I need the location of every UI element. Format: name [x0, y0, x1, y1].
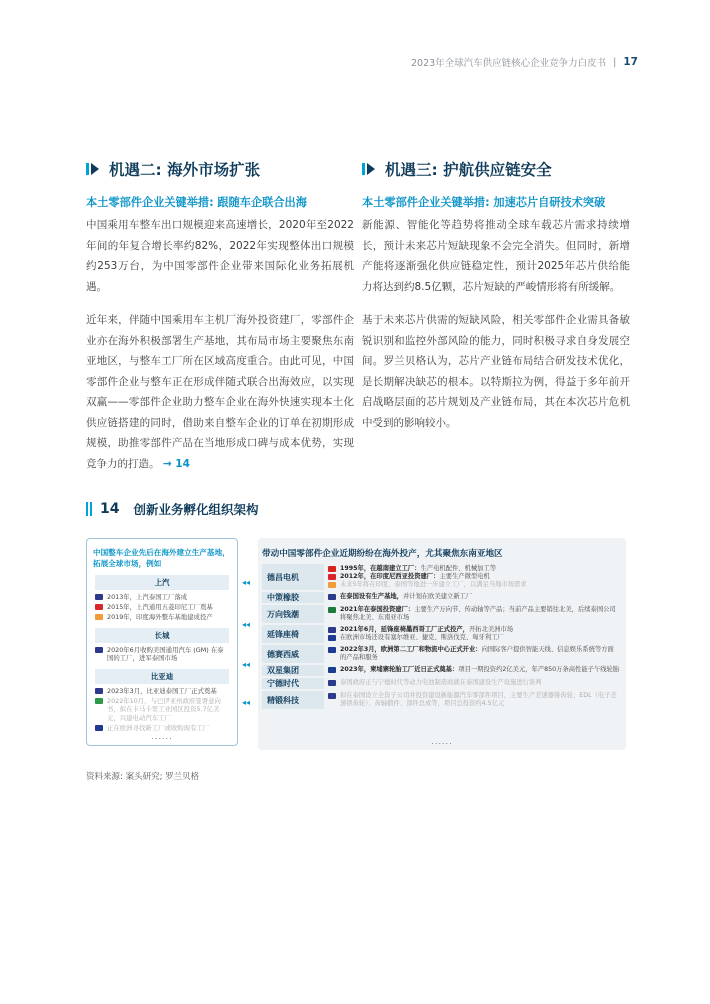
supplier-row [262, 605, 620, 623]
figure-diagram [86, 538, 626, 750]
company-name: 德昌电机 [262, 564, 324, 590]
event-text [340, 581, 527, 589]
company-events [324, 564, 620, 590]
event-text [340, 679, 542, 687]
oem-event-text: 2015年，上汽通用五菱印尼工厂奠基 [107, 603, 213, 611]
company-name: 万向钱潮 [262, 605, 324, 623]
event-highlight: 在泰国设有生产基地， [340, 593, 403, 600]
supplier-row [262, 678, 620, 689]
more-indicator: ...... [431, 737, 453, 746]
event-detail: 向国际客户提供智能天线、信息娱乐系统等方面的产品和服务 [340, 646, 614, 661]
event-text [340, 606, 620, 622]
event-highlight: 2023年，柬埔寨轮胎工厂近日正式奠基： [340, 666, 459, 673]
figure-title-text: 创新业务孵化组织架构 [133, 502, 259, 517]
event-line [328, 666, 620, 674]
event-highlight: 2021年6月，延锋座椅墨西哥工厂正式投产， [340, 626, 469, 633]
flag-br-icon [95, 698, 103, 704]
arrow-icon: ◂◂ [242, 578, 251, 587]
event-highlight: 2022年3月，欧洲第二工厂和物流中心正式开业： [340, 646, 482, 653]
header-separator: | [613, 56, 617, 68]
company-name: 延锋座椅 [262, 625, 324, 643]
company-name: 双星集团 [262, 665, 324, 676]
flag-th-icon [328, 594, 336, 600]
flag-th-icon [95, 647, 103, 653]
flag-th-icon [328, 680, 336, 686]
event-detail: 生产电机配件、机械加工等 [420, 565, 497, 572]
flag-th-icon [328, 627, 336, 633]
company-name: 德赛西威 [262, 645, 324, 663]
section-title-text: 机遇三: 护航供应链安全 [385, 161, 552, 179]
event-highlight: 2021年在泰国投资建厂： [340, 606, 415, 613]
oem-event [95, 603, 229, 612]
supplier-row [262, 665, 620, 676]
event-text [340, 634, 504, 642]
figure-bars-icon [86, 502, 94, 516]
paragraph: 新能源、智能化等趋势将推动全球车载芯片需求持续增长，预计未来芯片短缺现象不会完全消失。但同时，新增产能将逐渐强化供应链稳定性，预计2025年芯片供给能力将达到约8.5亿颗，芯片短缺的严峻情形将有所缓解。 [362, 219, 630, 293]
oem-name: 比亚迪 [95, 669, 229, 684]
section-title [86, 158, 354, 180]
section-subtitle: 本土零部件企业关键举措: 加速芯片自研技术突破 [362, 196, 606, 209]
event-text [340, 666, 619, 674]
event-text [340, 626, 513, 634]
event-text [340, 692, 620, 708]
event-text [340, 573, 490, 581]
event-line [328, 634, 620, 642]
oem-event-text: 2013年，上汽泰国工厂落成 [107, 593, 188, 601]
oem-name: 上汽 [95, 575, 229, 590]
event-detail: 拟在泰国设立全资子公司并投资建设新能源汽车零部件项目，主要生产差速器锥齿轮、EDL（电子差速锁齿轮）、齿轴锻件、部件总成等，项目总投资约4.5亿元 [340, 692, 617, 707]
report-title: 2023年全球汽车供应链核心企业竞争力白皮书 [410, 58, 607, 69]
event-line [328, 565, 620, 573]
company-name: 宁德时代 [262, 678, 324, 689]
supplier-row [262, 645, 620, 663]
source-note: 资料来源: 案头研究; 罗兰贝格 [86, 772, 200, 782]
event-line [328, 581, 620, 589]
flag-th-icon [328, 693, 336, 699]
event-detail: 在欧洲市场还设有塞尔维亚、捷克、斯洛伐克、匈牙利工厂 [340, 634, 504, 641]
section-marker-icon [86, 162, 100, 176]
section-marker-icon [362, 162, 376, 176]
event-line [328, 692, 620, 708]
oem-event-text: 正在欧洲寻找新工厂或收购现有工厂 [107, 723, 210, 732]
event-line [328, 606, 620, 622]
arrow-icon: ◂◂ [242, 660, 251, 669]
page-header [411, 55, 638, 69]
company-events [324, 605, 620, 623]
figure-number: 14 [100, 501, 120, 517]
section-title-text: 机遇二: 海外市场扩张 [109, 161, 261, 179]
oem-event [95, 593, 229, 602]
oem-groups [87, 575, 237, 732]
company-events [324, 592, 620, 603]
section-opportunity-2 [86, 158, 354, 487]
flag-eu-icon [328, 635, 336, 641]
oem-event [95, 724, 229, 733]
flag-vn-icon [328, 566, 336, 572]
event-line [328, 646, 620, 662]
oem-event [95, 687, 229, 696]
flag-eu-icon [328, 647, 336, 653]
company-name: 中策橡胶 [262, 592, 324, 603]
company-events [324, 645, 620, 663]
flag-id-icon [328, 574, 336, 580]
page-number: 17 [623, 56, 638, 68]
oem-event [95, 613, 229, 622]
figure-reference-link[interactable]: → 14 [162, 457, 190, 470]
paragraph: 基于未来芯片供需的短缺风险，相关零部件企业需具备敏锐识别和监控外部风险的能力，同时积极寻求自身发展空间。罗兰贝格认为，芯片产业链布局结合研发技术优化，是长期解决缺芯的根本。以特斯拉为例，得益于多年前开启战略层面的芯片规划及产业链布局，其在本次芯片危机中受到的影响较小。 [362, 314, 630, 429]
arrow-icon: ◂◂ [242, 620, 251, 629]
event-detail: 泰国政府正与宁德时代等动力电池制造商就在泰国建设生产设施进行谈判 [340, 679, 542, 686]
supplier-panel [258, 538, 626, 750]
company-events [324, 665, 620, 676]
flag-in-icon [328, 582, 336, 588]
supplier-row [262, 625, 620, 643]
company-name: 精锻科技 [262, 691, 324, 709]
oem-group [95, 628, 229, 663]
flag-th-icon [95, 594, 103, 600]
figure-title [86, 500, 259, 518]
oem-event [95, 646, 229, 663]
flag-eu-icon [95, 725, 103, 731]
oem-event-text: 2019年，印度海外整车基地建成投产 [107, 613, 213, 621]
company-events [324, 691, 620, 709]
supplier-row [262, 691, 620, 709]
arrow-icon: ◂◂ [242, 698, 251, 707]
event-detail: 未来5年将在印度、泰国等地进一步建立工厂，以满足当地市场需求 [340, 581, 527, 588]
company-events [324, 625, 620, 643]
event-text [340, 565, 496, 573]
oem-name: 长城 [95, 628, 229, 643]
supplier-rows [262, 564, 620, 711]
event-highlight: 2012年，在印度尼西亚投资建厂： [340, 573, 440, 580]
oem-event-text: 2020年6月收购美国通用汽车 (GM) 在泰国的工厂，进军泰国市场 [107, 645, 224, 662]
event-text [340, 646, 620, 662]
event-highlight: 1995年，在越南建立工厂： [340, 565, 421, 572]
section-title [362, 158, 630, 180]
supplier-panel-title: 带动中国零部件企业近期纷纷在海外投产，尤其聚焦东南亚地区 [262, 549, 503, 559]
event-detail: 并计划在欧美建立新工厂 [402, 593, 473, 600]
supplier-row [262, 592, 620, 603]
flag-in-icon [95, 614, 103, 620]
flag-id-icon [95, 604, 103, 610]
flag-th-icon [95, 688, 103, 694]
event-detail: 开拓北美洲市场 [468, 626, 514, 633]
section-opportunity-3 [362, 158, 630, 446]
event-detail: 项目一期投资约2亿美元，年产850万条高性能子午线轮胎 [458, 666, 620, 673]
event-line [328, 626, 620, 634]
oem-event-text: 2022年10月，与巴伊亚州政府签署意向书，拟在卡马卡里工业园区投资5.7亿美元，兴建电动汽车工厂 [107, 696, 221, 722]
company-events [324, 678, 620, 689]
oem-event-text: 2023年3月，比亚迪泰国工厂正式奠基 [107, 686, 217, 695]
paragraph [86, 310, 354, 474]
supplier-row [262, 564, 620, 590]
event-detail: 主要生产万向节、传动轴等产品；当前产品主要销往北美，后续泰国公司将聚焦北美、东南亚市场 [340, 606, 616, 621]
event-line [328, 573, 620, 581]
oem-event [95, 697, 229, 723]
oem-panel-title: 中国整车企业先后在海外建立生产基地，拓展全球市场，例如 [93, 548, 230, 568]
event-text [340, 593, 472, 601]
event-line [328, 593, 620, 601]
oem-group [95, 575, 229, 622]
paragraph: 中国乘用车整车出口规模迎来高速增长，2020年至2022年间的年复合增长率约82%，2022年实现整体出口规模约253万台，为中国零部件企业带来国际化业务拓展机遇。 [86, 219, 354, 293]
event-line [328, 679, 620, 687]
oem-group [95, 669, 229, 733]
section-subtitle: 本土零部件企业关键举措: 跟随车企联合出海 [86, 196, 307, 209]
paragraph-text: 近年来，伴随中国乘用车主机厂海外投资建厂，零部件企业亦在海外积极部署生产基地，其布局市场主要聚焦东南亚地区，与整车工厂所在区域高度重合。由此可见，中国零部件企业与整车正在形成伴随式联合出海效应，以实现双赢——零部件企业助力整车企业在海外快速实现本土化供应链搭建的同时，借助来自整车企业的订单在初期形成规模，助推零部件产品在当地形成口碑与成本优势，实现竞争力的打造。 [86, 314, 354, 470]
flag-mx-icon [328, 607, 336, 613]
event-detail: 主要生产微型电机 [439, 573, 490, 580]
oem-panel [86, 538, 238, 746]
more-indicator: ...... [151, 732, 173, 741]
flag-kh-icon [328, 667, 336, 673]
